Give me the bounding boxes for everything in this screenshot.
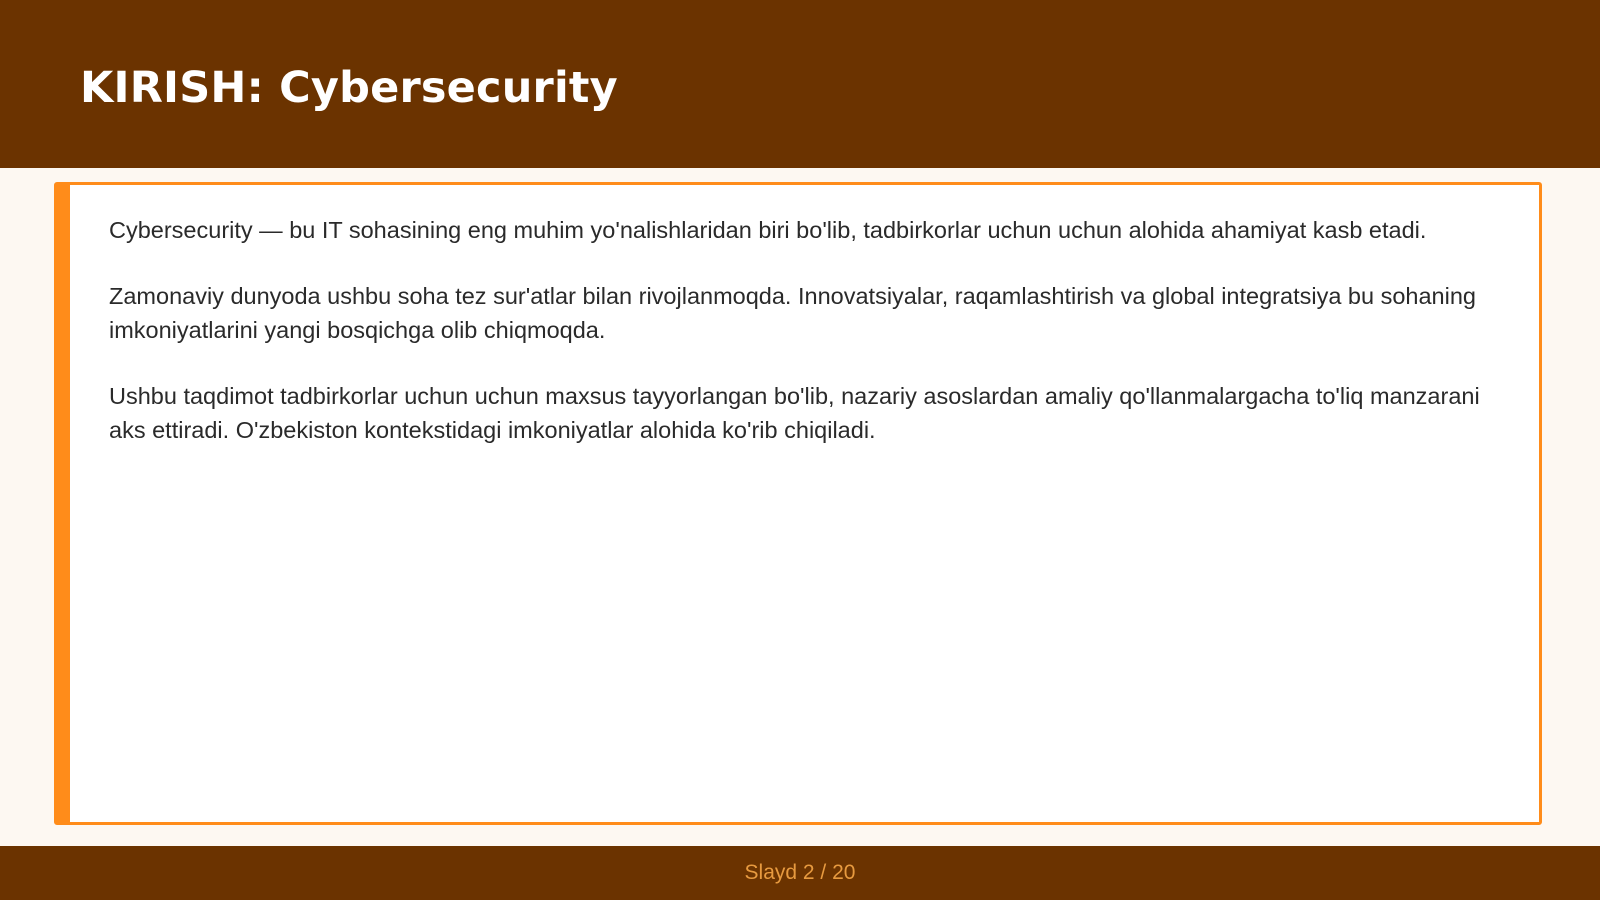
- slide-title: KIRISH: Cybersecurity: [80, 63, 618, 113]
- paragraph-intro: Cybersecurity — bu IT sohasining eng muhim yo'nalishlaridan biri bo'lib, tadbirkorlar uchun uchun alohida ahamiyat kasb etadi.: [109, 217, 1427, 243]
- slide-header: [0, 0, 1600, 168]
- content-card: [54, 182, 1542, 825]
- slide-footer: [0, 846, 1600, 900]
- paragraph-development: Zamonaviy dunyoda ushbu soha tez sur'atlar bilan rivojlanmoqda. Innovatsiyalar, raqamlashtirish va global integratsiya bu sohaning imkoniyatlarini yangi bosqichga olib chiqmoqda.: [109, 283, 1476, 343]
- paragraph-presentation-scope: Ushbu taqdimot tadbirkorlar uchun uchun maxsus tayyorlangan bo'lib, nazariy asoslardan amaliy qo'llanmalargacha to'liq manzarani aks ettiradi. O'zbekiston kontekstidagi imkoniyatlar alohida ko'rib chiqiladi.: [109, 383, 1480, 443]
- slide-body: [109, 213, 1494, 479]
- slide-counter: Slayd 2 / 20: [744, 861, 856, 884]
